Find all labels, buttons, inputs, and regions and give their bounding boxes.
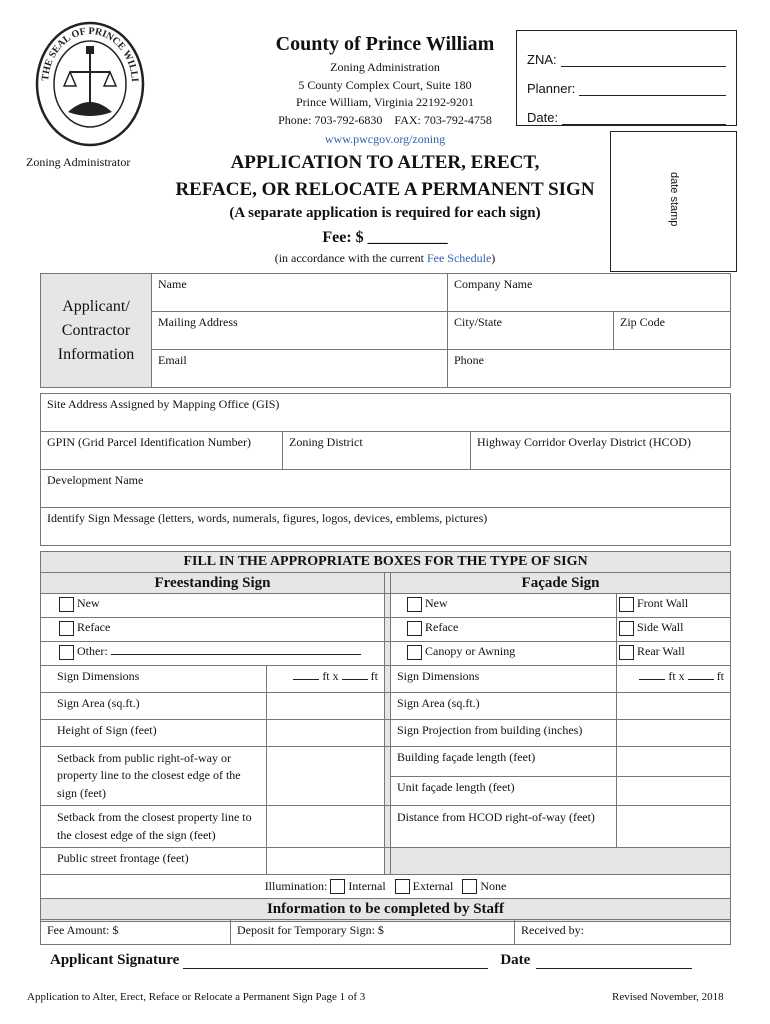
projection-field[interactable]	[617, 720, 731, 747]
fee-line: Fee: $ __________	[322, 229, 448, 246]
building-length-field[interactable]	[617, 747, 731, 777]
canopy-option[interactable]: Canopy or Awning	[391, 642, 617, 666]
facade-reface-checkbox[interactable]	[407, 621, 422, 636]
facade-heading: Façade Sign	[391, 573, 731, 594]
freestanding-heading: Freestanding Sign	[41, 573, 385, 594]
zna-field[interactable]: ZNA:	[527, 38, 726, 67]
county-title: County of Prince William	[275, 33, 495, 55]
side-wall-option[interactable]: Side Wall	[617, 618, 731, 642]
fee-amount-field[interactable]: Fee Amount: $	[41, 920, 231, 945]
illumination-external-checkbox[interactable]	[395, 879, 410, 894]
freestanding-area-field[interactable]	[267, 693, 385, 720]
website-link[interactable]: www.pwcgov.org/zoning	[324, 132, 446, 146]
rear-wall-checkbox[interactable]	[619, 645, 634, 660]
received-by-field[interactable]: Received by:	[515, 920, 731, 945]
canopy-checkbox[interactable]	[407, 645, 422, 660]
sign-message-field[interactable]: Identify Sign Message (letters, words, numerals, figures, logos, devices, emblems, pictures)	[41, 508, 731, 546]
unit-length-label: Unit façade length (feet)	[391, 776, 617, 806]
footer-page-info: Application to Alter, Erect, Reface or Relocate a Permanent Sign Page 1 of 3	[27, 991, 366, 1003]
front-wall-option[interactable]: Front Wall	[617, 594, 731, 618]
frontage-label: Public street frontage (feet)	[41, 847, 267, 874]
freestanding-dimensions-label: Sign Dimensions	[41, 666, 267, 693]
facade-dimensions-label: Sign Dimensions	[391, 666, 617, 693]
city-state-field[interactable]: City/State	[448, 312, 614, 350]
property-setback-label: Setback from the closest property line to the closest edge of the sign (feet)	[41, 806, 267, 848]
staff-date-field[interactable]: Date:	[527, 96, 726, 125]
site-table	[40, 393, 731, 546]
planner-field[interactable]: Planner:	[527, 67, 726, 96]
hcod-field[interactable]: Highway Corridor Overlay District (HCOD)	[471, 432, 731, 470]
hcod-distance-field[interactable]	[617, 806, 731, 848]
height-field[interactable]	[267, 720, 385, 747]
applicant-signature-line[interactable]	[183, 953, 488, 969]
property-setback-field[interactable]	[267, 806, 385, 848]
freestanding-reface-checkbox[interactable]	[59, 621, 74, 636]
freestanding-new-option[interactable]: New	[41, 594, 385, 618]
applicant-signature-label: Applicant Signature	[50, 952, 180, 968]
department: Zoning Administration	[330, 60, 440, 74]
email-field[interactable]: Email	[152, 350, 448, 388]
freestanding-new-checkbox[interactable]	[59, 597, 74, 612]
facade-area-field[interactable]	[617, 693, 731, 720]
name-field[interactable]: Name	[152, 274, 448, 312]
gpin-field[interactable]: GPIN (Grid Parcel Identification Number)	[41, 432, 283, 470]
front-wall-checkbox[interactable]	[619, 597, 634, 612]
illumination-row: Illumination: Internal External None	[41, 874, 731, 898]
fee-schedule-link[interactable]: Fee Schedule	[426, 251, 492, 265]
side-wall-checkbox[interactable]	[619, 621, 634, 636]
staff-info-table	[40, 919, 731, 945]
facade-reface-option[interactable]: Reface	[391, 618, 617, 642]
development-name-field[interactable]: Development Name	[41, 470, 731, 508]
facade-new-checkbox[interactable]	[407, 597, 422, 612]
date-stamp-label: date stamp	[668, 172, 680, 227]
seal-text: THE SEAL OF PRINCE WILLI	[40, 25, 140, 83]
signature-row	[50, 952, 730, 969]
freestanding-dimensions-field[interactable]: ft x ft	[267, 666, 385, 693]
site-address-field[interactable]: Site Address Assigned by Mapping Office (GIS)	[41, 394, 731, 432]
signature-date-line[interactable]	[536, 953, 692, 969]
form-title-line-1: APPLICATION TO ALTER, ERECT,	[230, 152, 540, 173]
footer-revision: Revised November, 2018	[612, 991, 724, 1003]
freestanding-other-option[interactable]: Other:	[41, 642, 385, 666]
zip-code-field[interactable]: Zip Code	[614, 312, 731, 350]
phone-fax: Phone: 703-792-6830 FAX: 703-792-4758	[278, 113, 492, 127]
facade-area-label: Sign Area (sq.ft.)	[391, 693, 617, 720]
illumination-none-checkbox[interactable]	[462, 879, 477, 894]
row-setback-label: Setback from public right-of-way or property line to the closest edge of the sign (feet)	[41, 747, 267, 806]
county-seal	[34, 20, 146, 148]
hcod-distance-label: Distance from HCOD right-of-way (feet)	[391, 806, 617, 848]
illumination-internal-checkbox[interactable]	[330, 879, 345, 894]
freestanding-other-checkbox[interactable]	[59, 645, 74, 660]
facade-new-option[interactable]: New	[391, 594, 617, 618]
freestanding-area-label: Sign Area (sq.ft.)	[41, 693, 267, 720]
zoning-district-field[interactable]: Zoning District	[283, 432, 471, 470]
sign-type-table	[40, 551, 731, 922]
phone-field[interactable]: Phone	[448, 350, 731, 388]
other-input-line[interactable]	[111, 645, 361, 655]
rear-wall-option[interactable]: Rear Wall	[617, 642, 731, 666]
fee-note: (in accordance with the current Fee Schedule)	[274, 251, 496, 265]
freestanding-reface-option[interactable]: Reface	[41, 618, 385, 642]
mailing-address-field[interactable]: Mailing Address	[152, 312, 448, 350]
signature-date-label: Date	[500, 952, 531, 968]
seal-caption: Zoning Administrator	[26, 155, 131, 169]
sign-type-heading: FILL IN THE APPROPRIATE BOXES FOR THE TYPE OF SIGN	[41, 552, 731, 573]
form-subtitle: (A separate application is required for each sign)	[229, 205, 541, 221]
form-title-line-2: REFACE, OR RELOCATE A PERMANENT SIGN	[175, 179, 595, 200]
address-line-1: 5 County Complex Court, Suite 180	[298, 78, 472, 92]
row-setback-field[interactable]	[267, 747, 385, 806]
company-name-field[interactable]: Company Name	[448, 274, 731, 312]
facade-dimensions-field[interactable]: ft x ft	[617, 666, 731, 693]
staff-use-box	[516, 30, 737, 126]
applicant-section-label: Applicant/ Contractor Information	[41, 274, 152, 388]
address-line-2: Prince William, Virginia 22192-9201	[295, 95, 475, 109]
unit-length-field[interactable]	[617, 776, 731, 806]
deposit-field[interactable]: Deposit for Temporary Sign: $	[231, 920, 515, 945]
staff-section-heading: Information to be completed by Staff	[41, 898, 731, 921]
frontage-field[interactable]	[267, 847, 385, 874]
projection-label: Sign Projection from building (inches)	[391, 720, 617, 747]
building-length-label: Building façade length (feet)	[391, 747, 617, 777]
applicant-table	[40, 273, 731, 388]
height-label: Height of Sign (feet)	[41, 720, 267, 747]
